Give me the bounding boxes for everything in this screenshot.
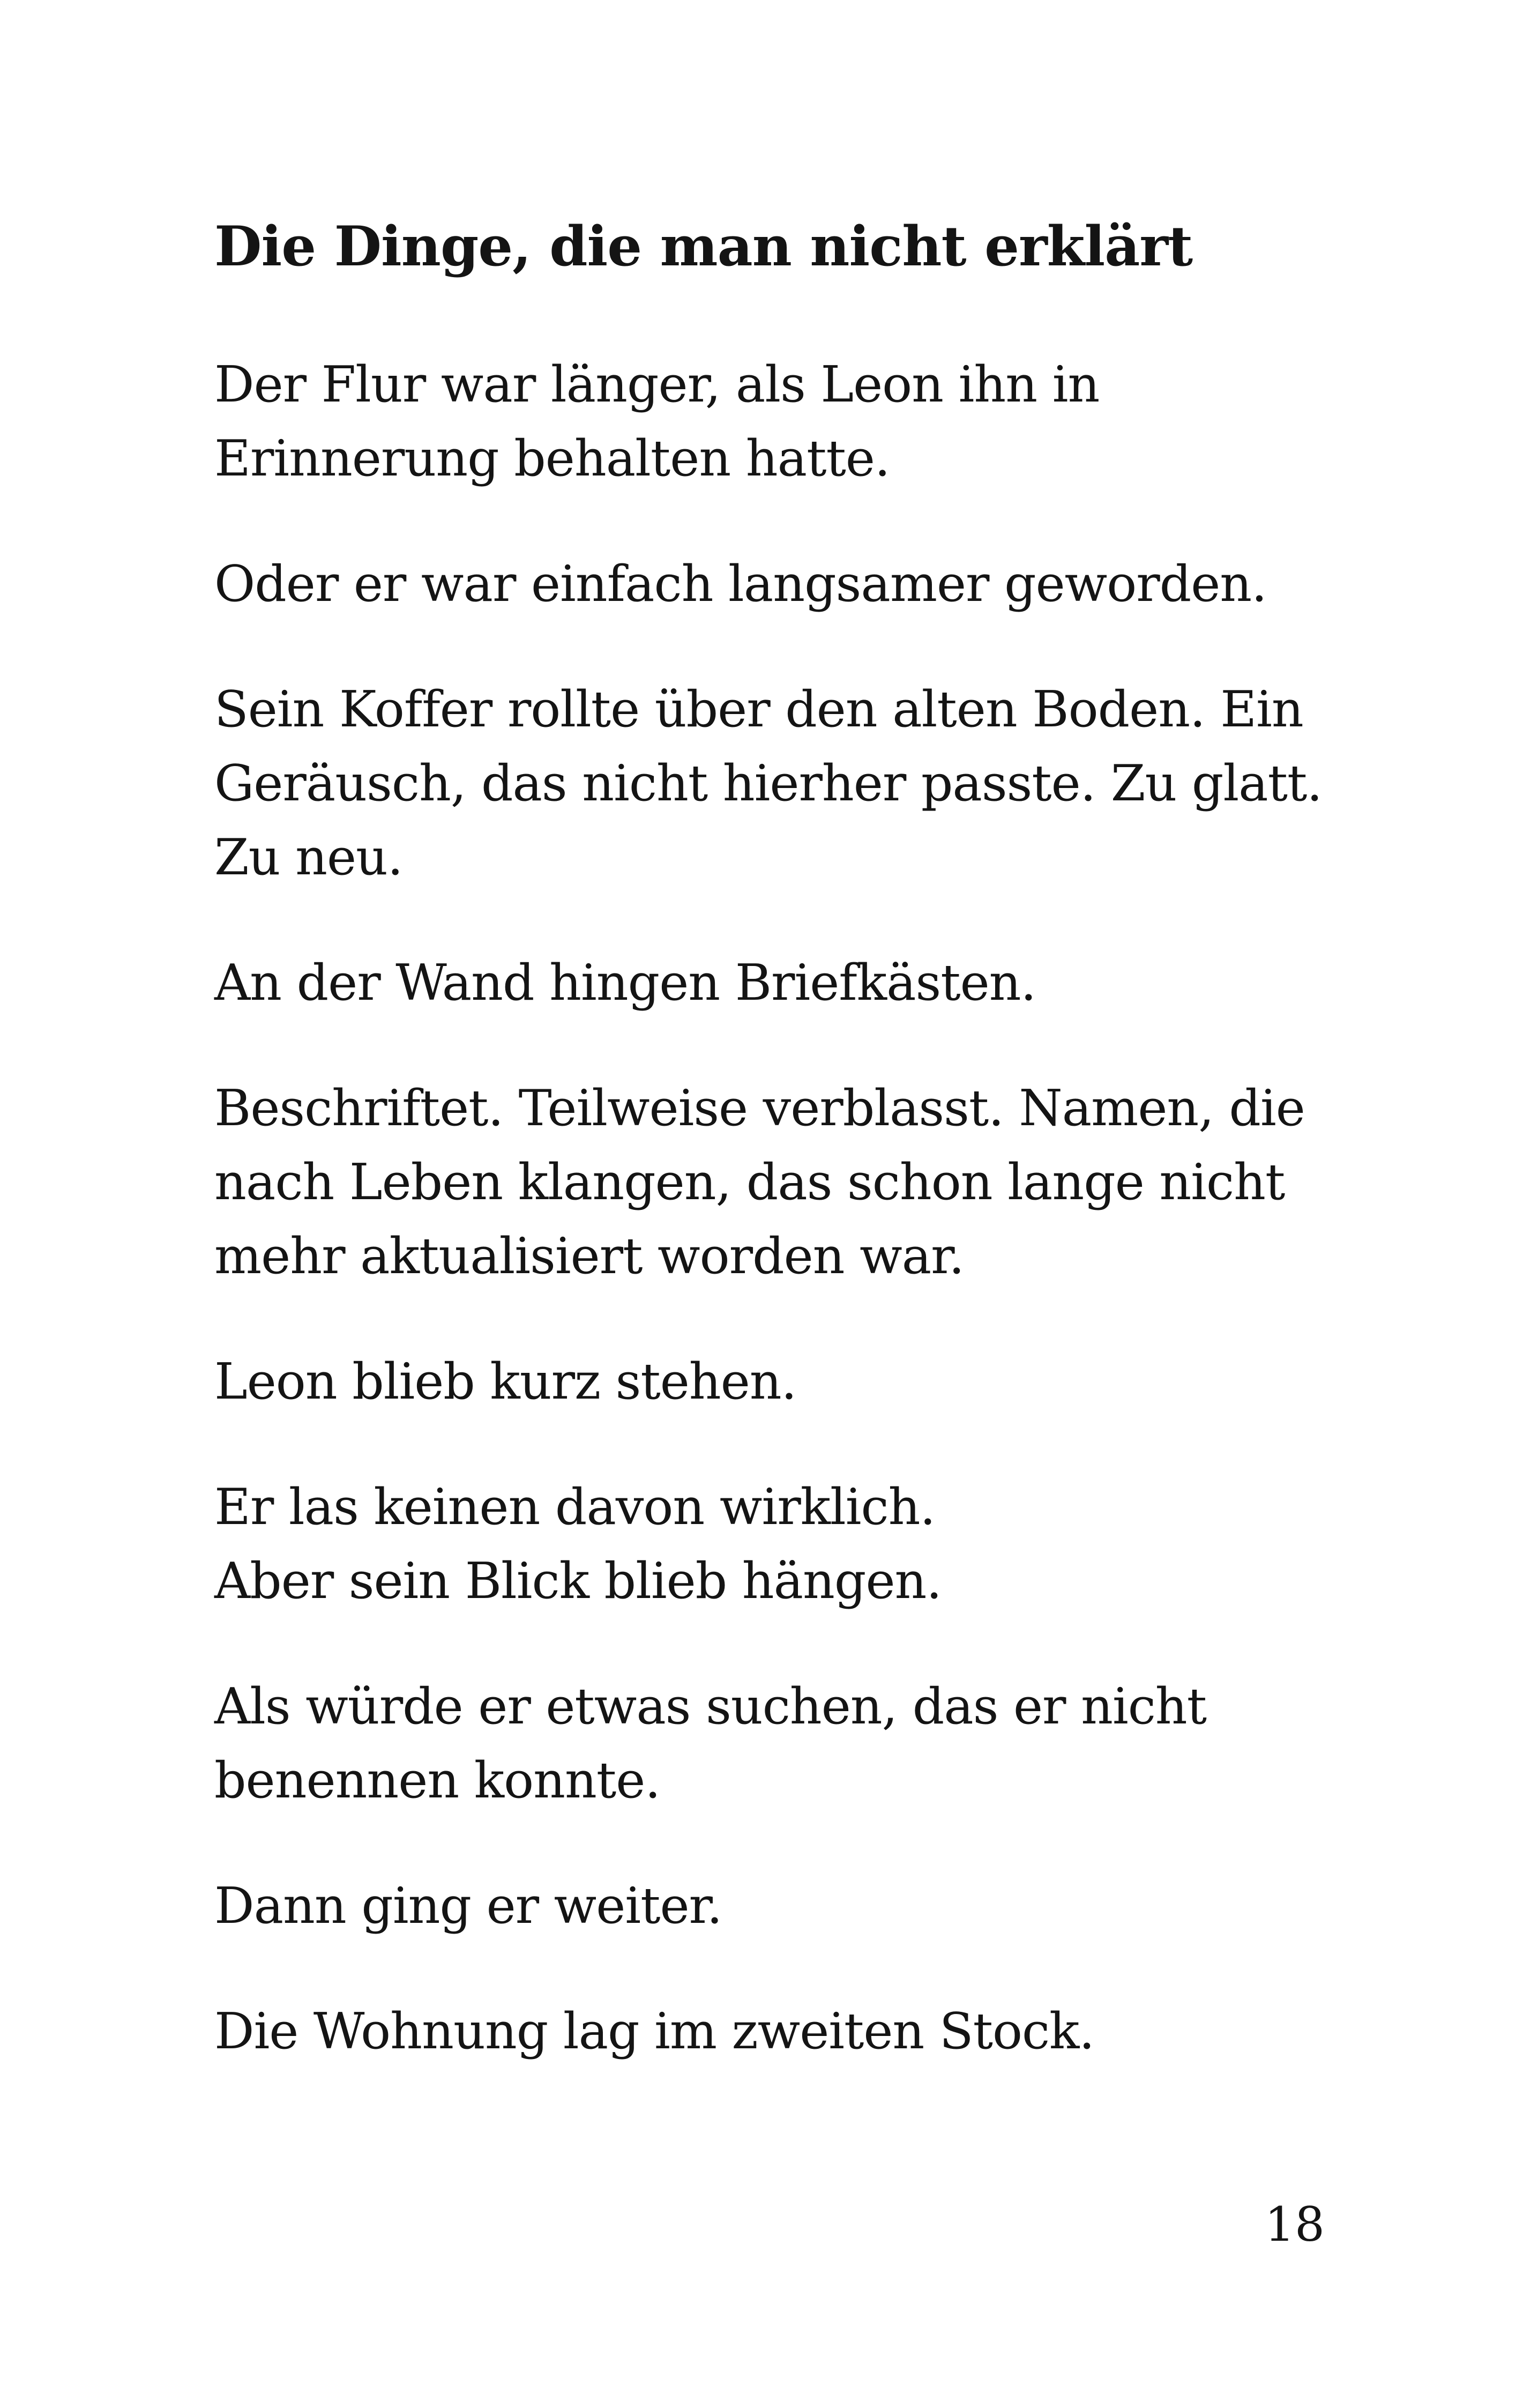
paragraph (214, 1994, 1313, 2068)
text-line: nach Leben klangen, das schon lange nicht (214, 1153, 1285, 1211)
text-line: Aber sein Blick blieb hängen. (214, 1552, 942, 1610)
paragraph (214, 1344, 1313, 1418)
chapter-body (214, 347, 1322, 2120)
paragraph (214, 1071, 1313, 1293)
chapter-title: Die Dinge, die man nicht erklärt (214, 214, 1193, 279)
paragraph (214, 946, 1313, 1020)
text-line: mehr aktualisiert worden war. (214, 1227, 964, 1285)
text-line: Erinnerung behalten hatte. (214, 429, 890, 487)
text-line: Beschriftet. Teilweise verblasst. Namen, die (214, 1079, 1305, 1137)
paragraph (214, 1470, 1313, 1618)
text-line: benennen konnte. (214, 1751, 660, 1809)
text-line: Der Flur war länger, als Leon ihn in (214, 355, 1100, 413)
text-line: Als würde er etwas suchen, das er nicht (214, 1677, 1207, 1735)
page-number: 18 (1265, 2197, 1325, 2252)
text-line: Er las keinen davon wirklich. (214, 1478, 936, 1536)
paragraph (214, 672, 1322, 894)
paragraph (214, 347, 1313, 495)
text-line: Oder er war einfach langsamer geworden. (214, 555, 1267, 613)
text-line: Sein Koffer rollte über den alten Boden. Ein (214, 680, 1303, 738)
paragraph (214, 1669, 1313, 1817)
paragraph (214, 1869, 1313, 1943)
paragraph (214, 547, 1313, 621)
text-line: An der Wand hingen Briefkästen. (214, 954, 1036, 1012)
text-line: Zu neu. (214, 828, 403, 886)
text-line: Geräusch, das nicht hierher passte. Zu glatt. (214, 754, 1322, 812)
text-line: Die Wohnung lag im zweiten Stock. (214, 2002, 1094, 2060)
text-line: Leon blieb kurz stehen. (214, 1352, 797, 1410)
text-line: Dann ging er weiter. (214, 1877, 722, 1935)
